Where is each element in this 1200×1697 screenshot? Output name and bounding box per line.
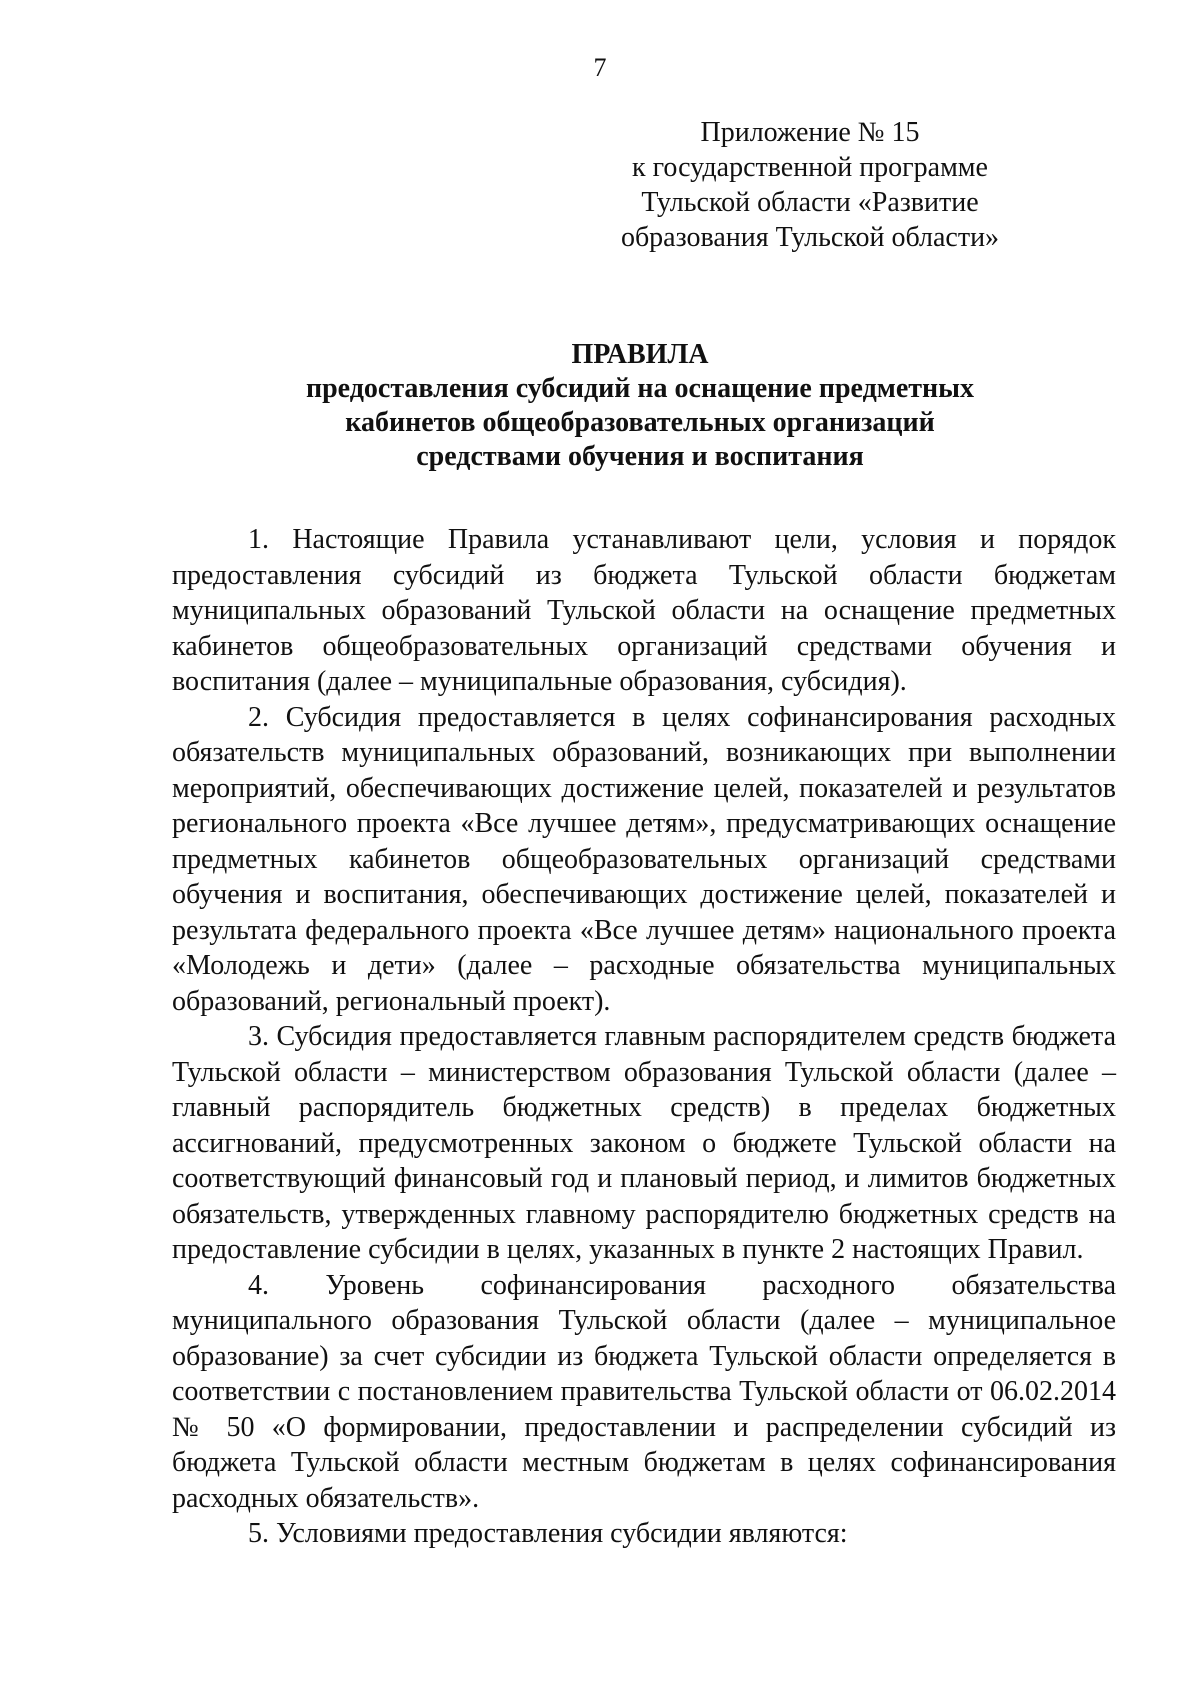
paragraph-5: 5. Условиями предоставления субсидии являются: (248, 1518, 848, 1549)
title-heading: ПРАВИЛА (571, 339, 709, 370)
title-subtitle-line: предоставления субсидий на оснащение предметных (305, 373, 975, 404)
title-subtitle-line: средствами обучения и воспитания (416, 441, 864, 472)
appendix-line: Тульской области «Развитие (641, 187, 979, 218)
paragraph-1: 1. Настоящие Правила устанавливают цели, условия и порядок предоставления субсидий из бюджета Тульской области бюджетам муниципальных образований Тульской области на оснащение предметных кабинетов общеобразовательных организаций средствами обучения и воспитания (далее – муниципальные образования, субсидия). (172, 524, 1116, 697)
paragraph-2: 2. Субсидия предоставляется в целях софинансирования расходных обязательств муниципальных образований, возникающих при выполнении мероприятий, обеспечивающих достижение целей, показателей и результатов регионального проекта «Все лучшее детям», предусматривающих оснащение предметных кабинетов общеобразовательных организаций средствами обучения и воспитания, обеспечивающих достижение целей, показателей и результата федерального проекта «Все лучшее детям» национального проекта «Молодежь и дети» (далее – расходные обязательства муниципальных образований, региональный проект). (172, 701, 1116, 1017)
paragraph-4: 4. Уровень софинансирования расходного обязательства муниципального образования Тульской области (далее – муниципальное образование) за счет субсидии из бюджета Тульской области определяется в соответствии с постановлением правительства Тульской области от 06.02.2014 № 50 «О формировании, предоставлении и распределении субсидий из бюджета Тульской области местным бюджетам в целях софинансирования расходных обязательств». (172, 1269, 1116, 1514)
title-subtitle-line: кабинетов общеобразовательных организаций (345, 407, 935, 438)
appendix-line: образования Тульской области» (620, 222, 1000, 253)
paragraph-3: 3. Субсидия предоставляется главным распорядителем средств бюджета Тульской области – министерством образования Тульской области (далее – главный распорядитель бюджетных средств) в пределах бюджетных ассигнований, предусмотренных законом о бюджете Тульской области на соответствующий финансовый год и плановый период, и лимитов бюджетных обязательств, утвержденных главному распорядителю бюджетных средств на предоставление субсидии в целях, указанных в пункте 2 настоящих Правил. (172, 1021, 1116, 1265)
appendix-header (610, 115, 1010, 255)
page-number: 7 (593, 53, 607, 82)
appendix-line: Приложение № 15 (700, 117, 920, 148)
document-body (172, 522, 1116, 1552)
appendix-line: к государственной программе (632, 152, 988, 183)
document-title (160, 338, 1120, 474)
